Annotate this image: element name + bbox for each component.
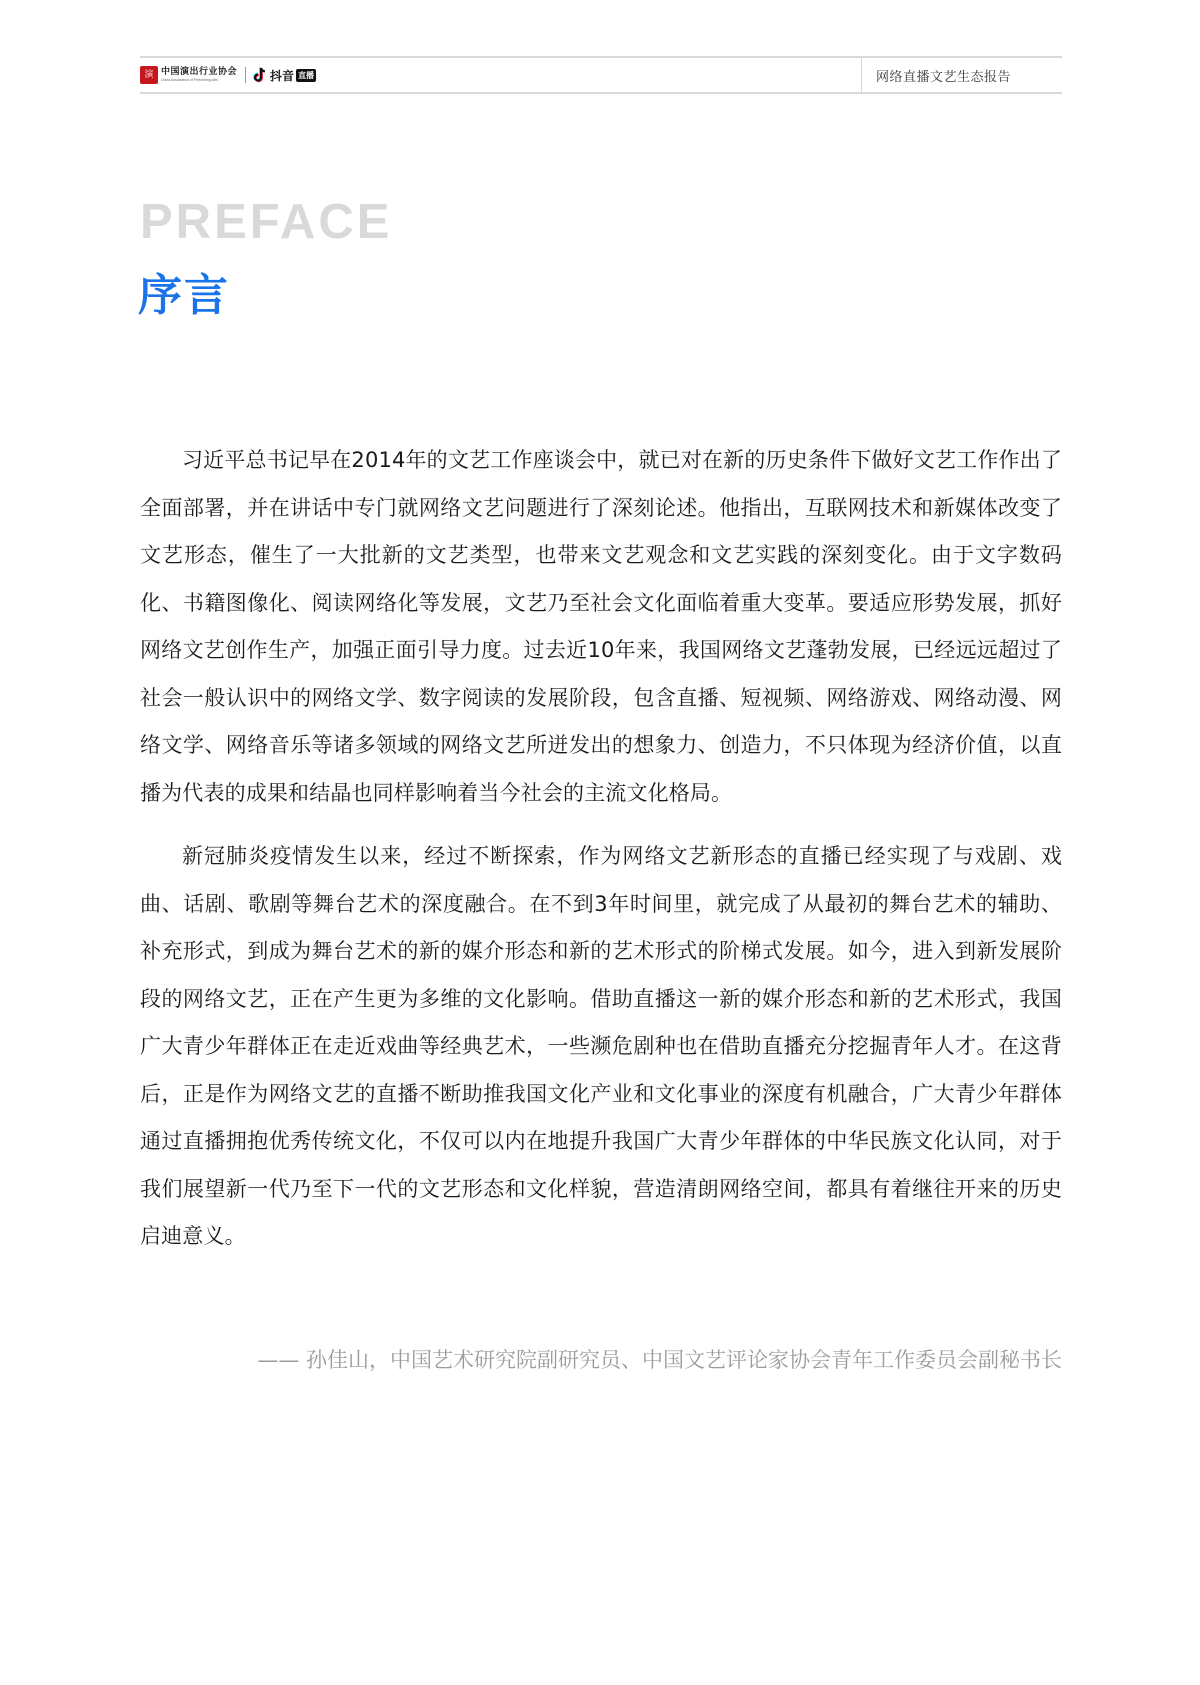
douyin-note-icon	[253, 67, 267, 83]
section-title-english: PREFACE	[140, 195, 393, 249]
preface-body	[140, 437, 1062, 1277]
caa-logo-english: China Association of Performing Arts	[161, 77, 218, 82]
logo-group	[140, 58, 861, 92]
report-title: 网络直播文艺生态报告	[876, 69, 1012, 85]
paragraph: 新冠肺炎疫情发生以来，经过不断探索，作为网络文艺新形态的直播已经实现了与戏剧、戏曲、话剧、歌剧等舞台艺术的深度融合。在不到3年时间里，就完成了从最初的舞台艺术的辅助、补充形式，到成为舞台艺术的新的媒介形态和新的艺术形式的阶梯式发展。如今，进入到新发展阶段的网络文艺，正在产生更为多维的文化影响。借助直播这一新的媒介形态和新的艺术形式，我国广大青少年群体正在走近戏曲等经典艺术，一些濒危剧种也在借助直播充分挖掘青年人才。在这背后，正是作为网络文艺的直播不断助推我国文化产业和文化事业的深度有机融合，广大青少年群体通过直播拥抱优秀传统文化，不仅可以内在地提升我国广大青少年群体的中华民族文化认同，对于我们展望新一代乃至下一代的文艺形态和文化样貌，营造清朗网络空间，都具有着继往开来的历史启迪意义。	[140, 844, 1062, 1248]
attribution: —— 孙佳山，中国艺术研究院副研究员、中国文艺评论家协会青年工作委员会副秘书长	[257, 1348, 1062, 1372]
page-header	[140, 56, 1062, 94]
paragraph: 习近平总书记早在2014年的文艺工作座谈会中，就已对在新的历史条件下做好文艺工作作出了全面部署，并在讲话中专门就网络文艺问题进行了深刻论述。他指出，互联网技术和新媒体改变了文艺形态，催生了一大批新的文艺类型，也带来文艺观念和文艺实践的深刻变化。由于文字数码化、书籍图像化、阅读网络化等发展，文艺乃至社会文化面临着重大变革。要适应形势发展，抓好网络文艺创作生产，加强正面引导力度。过去近10年来，我国网络文艺蓬勃发展，已经远远超过了社会一般认识中的网络文学、数字阅读的发展阶段，包含直播、短视频、网络游戏、网络动漫、网络文学、网络音乐等诸多领域的网络文艺所迸发出的想象力、创造力，不只体现为经济价值，以直播为代表的成果和结晶也同样影响着当今社会的主流文化格局。	[140, 448, 1062, 805]
douyin-logo-text: 抖音	[270, 68, 295, 83]
live-badge: 直播	[298, 70, 315, 80]
section-title-chinese: 序言	[138, 270, 230, 321]
douyin-logo	[253, 67, 316, 84]
caa-logo-text: 中国演出行业协会	[161, 66, 238, 77]
logo-divider	[245, 67, 246, 83]
caa-logo	[140, 66, 237, 84]
caa-seal-icon: 演	[140, 66, 158, 84]
